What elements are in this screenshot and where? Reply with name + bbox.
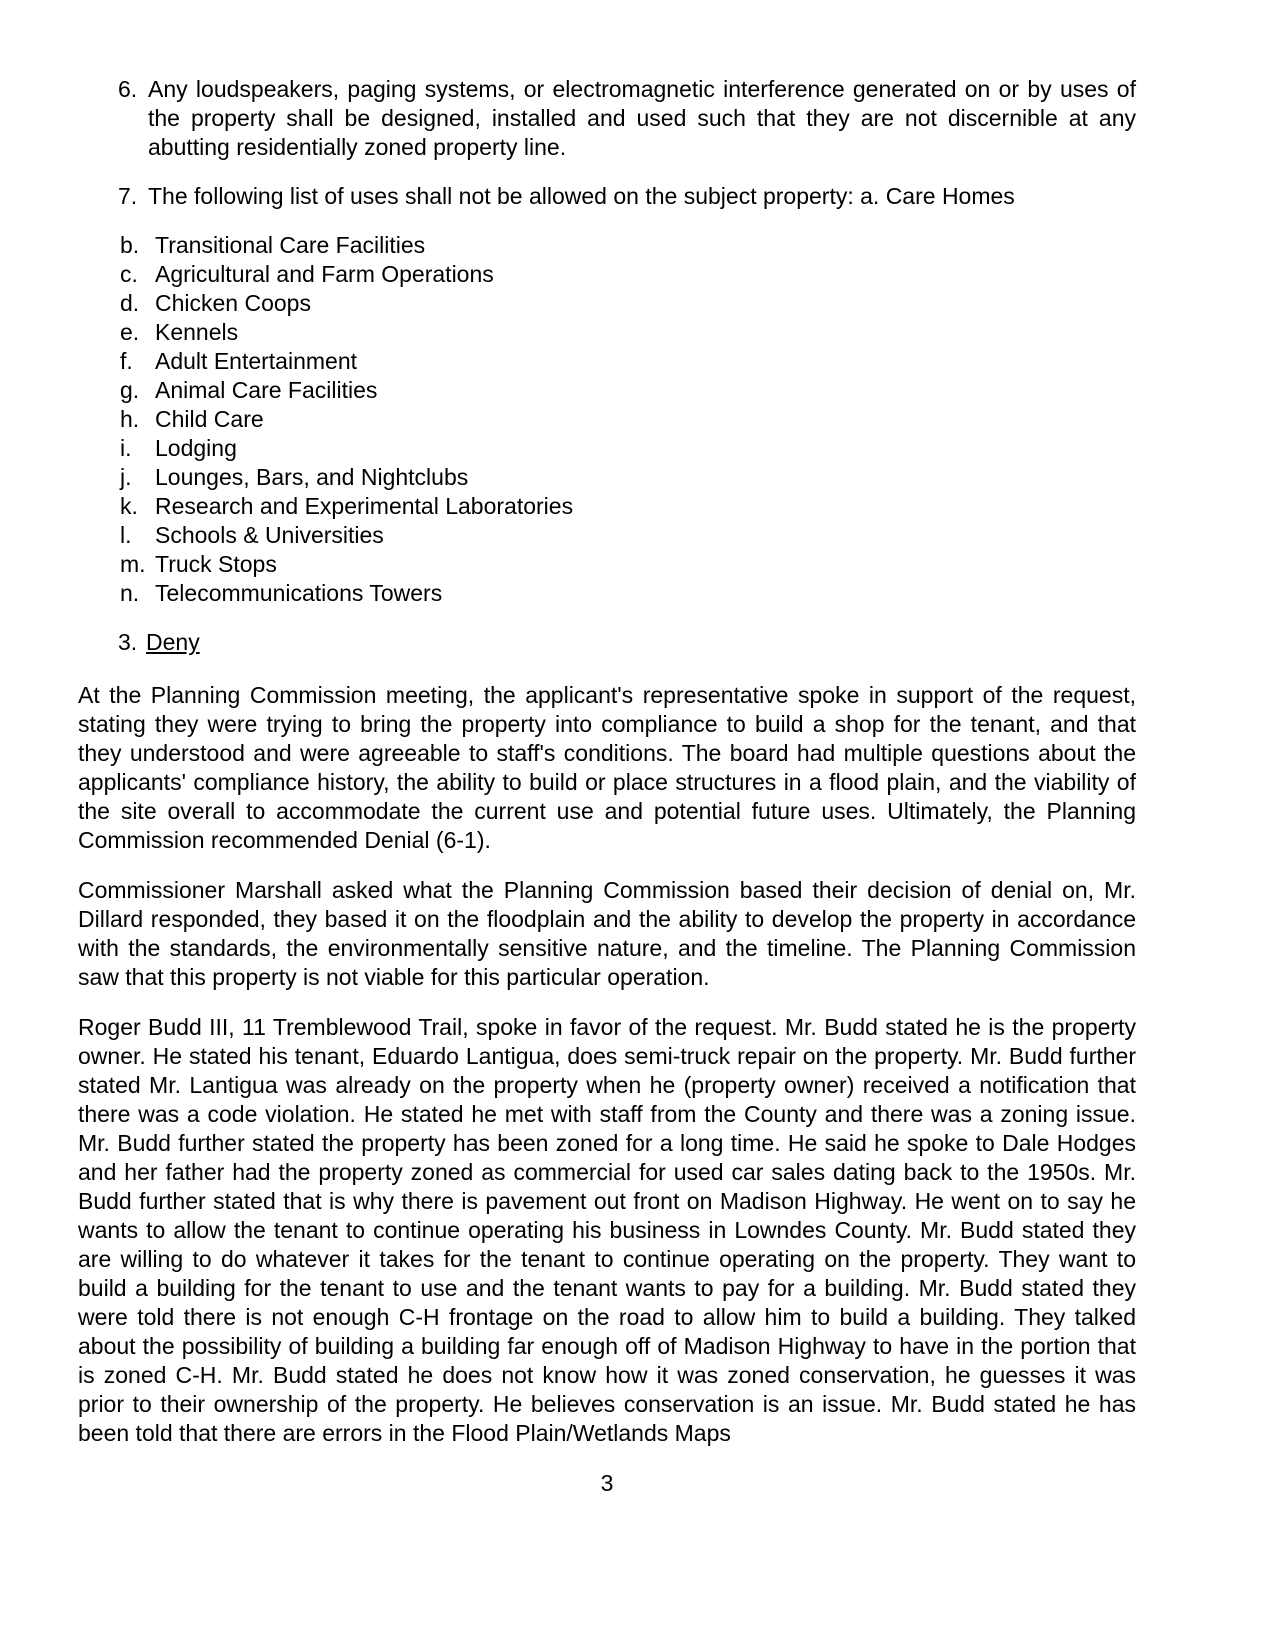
- list-item: [78, 492, 1136, 521]
- list-marker: 3.: [118, 629, 138, 655]
- list-marker: d.: [120, 290, 140, 316]
- list-item-label: Child Care: [155, 406, 264, 432]
- list-item-label: Telecommunications Towers: [155, 580, 443, 606]
- list-item-label: Kennels: [155, 319, 239, 345]
- page-number: 3: [600, 1470, 614, 1496]
- list-marker: i.: [120, 435, 132, 461]
- list-marker: 6.: [118, 76, 138, 102]
- list-item: [78, 289, 1136, 318]
- list-marker: f.: [120, 348, 133, 374]
- list-marker: e.: [120, 319, 140, 345]
- list-marker: j.: [120, 464, 132, 490]
- list-item-label: Truck Stops: [155, 551, 277, 577]
- condition-item-7: [78, 182, 1136, 211]
- condition-text: The following list of uses shall not be allowed on the subject property: a. Care Homes: [148, 183, 1015, 209]
- paragraph-planning-commission-meeting: At the Planning Commission meeting, the applicant's representative spoke in support of the request, stating they were trying to bring the property into compliance to build a shop for the tenant, and that they understood and were agreeable to staff's conditions. The board had multiple questions about the applicants' compliance history, the ability to build or place structures in a flood plain, and the viability of the site overall to accommodate the current use and potential future uses. Ultimately, the Planning Commission recommended Denial (6-1).: [78, 682, 1136, 853]
- list-item-label: Research and Experimental Laboratories: [155, 493, 574, 519]
- list-marker: m.: [120, 551, 146, 577]
- list-item: [78, 550, 1136, 579]
- list-item: [78, 347, 1136, 376]
- list-item: [78, 376, 1136, 405]
- deny-heading-label: Deny: [146, 629, 200, 655]
- list-item: [78, 434, 1136, 463]
- list-item: [78, 405, 1136, 434]
- list-item-label: Lodging: [155, 435, 237, 461]
- list-marker: h.: [120, 406, 140, 432]
- list-marker: c.: [120, 261, 138, 287]
- prohibited-uses-list: [78, 231, 1136, 608]
- deny-heading: [78, 628, 1136, 657]
- list-item-label: Schools & Universities: [155, 522, 384, 548]
- paragraph-commissioner-marshall: Commissioner Marshall asked what the Planning Commission based their decision of denial on, Mr. Dillard responded, they based it on the floodplain and the ability to develop the property in accordance with the standards, the environmentally sensitive nature, and the timeline. The Planning Commission saw that this property is not viable for this particular operation.: [78, 877, 1136, 990]
- list-item-label: Animal Care Facilities: [155, 377, 378, 403]
- list-item: [78, 521, 1136, 550]
- list-item: [78, 260, 1136, 289]
- condition-text: Any loudspeakers, paging systems, or electromagnetic interference generated on or by uses of the property shall be designed, installed and used such that they are not discernible at any abutting residentially zoned property line.: [148, 76, 1136, 160]
- list-marker: b.: [120, 232, 140, 258]
- list-item-label: Chicken Coops: [155, 290, 311, 316]
- list-item: [78, 318, 1136, 347]
- list-marker: k.: [120, 493, 138, 519]
- list-item-label: Adult Entertainment: [155, 348, 358, 374]
- list-item-label: Lounges, Bars, and Nightclubs: [155, 464, 469, 490]
- list-item: [78, 579, 1136, 608]
- conditions-list: [78, 75, 1136, 211]
- list-item: [78, 463, 1136, 492]
- list-marker: l.: [120, 522, 132, 548]
- paragraph-roger-budd: Roger Budd III, 11 Tremblewood Trail, spoke in favor of the request. Mr. Budd stated he is the property owner. He stated his tenant, Eduardo Lantigua, does semi-truck repair on the property. Mr. Budd further stated Mr. Lantigua was already on the property when he (property owner) received a notification that there was a code violation. He stated he met with staff from the County and there was a zoning issue. Mr. Budd further stated the property has been zoned for a long time. He said he spoke to Dale Hodges and her father had the property zoned as commercial for used car sales dating back to the 1950s. Mr. Budd further stated that is why there is pavement out front on Madison Highway. He went on to say he wants to allow the tenant to continue operating his business in Lowndes County. Mr. Budd stated they are willing to do whatever it takes for the tenant to continue operating on the property. They want to build a building for the tenant to use and the tenant wants to pay for a building. Mr. Budd stated they were told there is not enough C-H frontage on the road to allow him to build a building. They talked about the possibility of building a building far enough off of Madison Highway to have in the portion that is zoned C-H. Mr. Budd stated he does not know how it was zoned conservation, he guesses it was prior to their ownership of the property. He believes conservation is an issue. Mr. Budd stated he has been told that there are errors in the Flood Plain/Wetlands Maps: [78, 1014, 1136, 1446]
- condition-item-6: [78, 75, 1136, 162]
- list-marker: n.: [120, 580, 140, 606]
- list-item: [78, 231, 1136, 260]
- list-marker: g.: [120, 377, 140, 403]
- list-item-label: Transitional Care Facilities: [155, 232, 426, 258]
- list-item-label: Agricultural and Farm Operations: [155, 261, 494, 287]
- list-marker: 7.: [118, 183, 138, 209]
